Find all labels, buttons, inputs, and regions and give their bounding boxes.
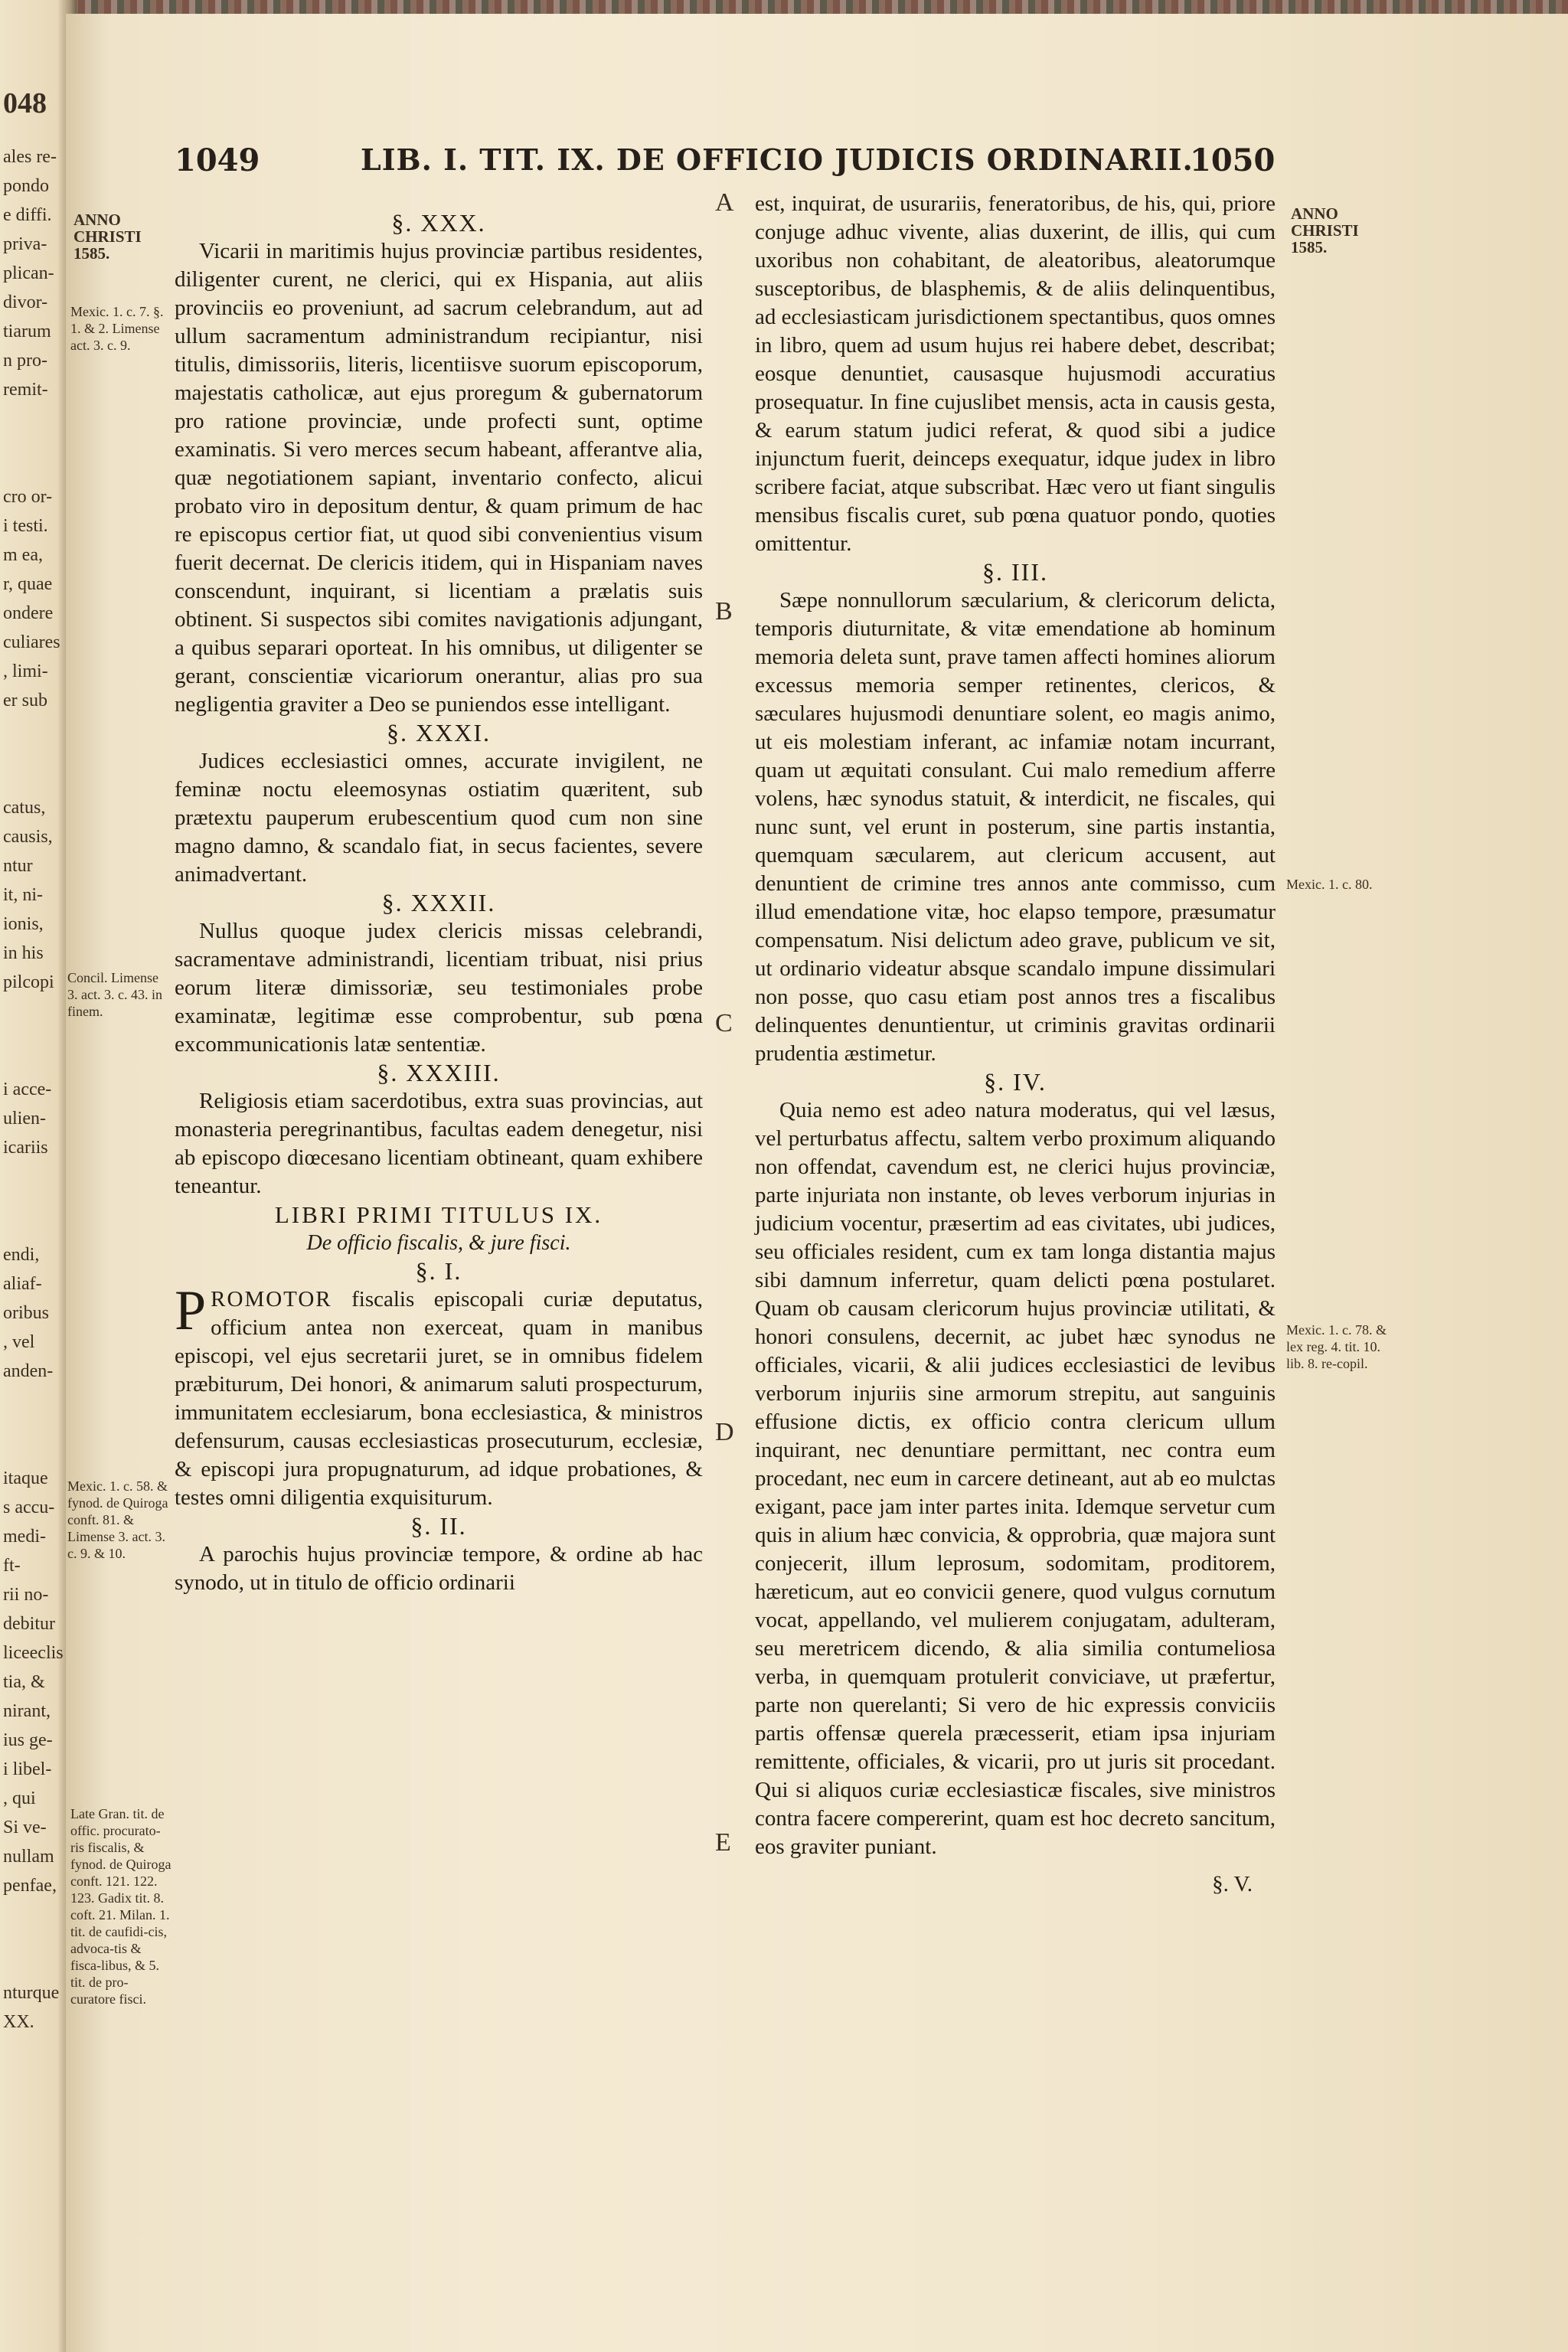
prev-page-fragment-line: endi,: [3, 1245, 40, 1265]
section-32-text: Nullus quoque judex clericis missas celebrandi, sacramentave administrandi, licentiam tribuat, nisi prius eorum literæ dimissoriæ, seu testimoniales probe examinatæ, legitimæ esse comprobentur, sub pœna excommunicationis latæ sententiæ.: [175, 919, 703, 1057]
prev-page-fragment-line: penfae,: [3, 1876, 57, 1896]
prev-page-fragment-line: tia, &: [3, 1672, 45, 1692]
prev-page-fragment-line: oribus: [3, 1303, 49, 1323]
prev-page-fragment-line: e diffi.: [3, 205, 52, 225]
margin-note-mexic-r1: Mexic. 1. c. 80.: [1286, 877, 1373, 892]
catchword-section-5: §. V.: [1212, 1872, 1253, 1896]
section-letter-b: B: [715, 597, 733, 626]
margin-anno-left: ANNO CHRISTI 1585.: [74, 211, 142, 263]
prev-page-fragment-line: i libel-: [3, 1759, 52, 1779]
section-1-heading: §. I.: [415, 1257, 462, 1285]
prev-page-fragment-line: n pro-: [3, 351, 47, 371]
document-page: [66, 14, 1568, 2352]
section-letter-a: A: [715, 188, 734, 217]
prev-page-fragment-line: it, ni-: [3, 885, 43, 905]
section-33-heading: §. XXXIII.: [377, 1059, 501, 1086]
right-page-number: 1050: [1190, 142, 1276, 178]
running-head: LIB. I. TIT. IX. DE OFFICIO JUDICIS ORDINARII.: [361, 142, 1194, 177]
prev-page-fragment-line: ius ge-: [3, 1730, 53, 1750]
section-letter-d: D: [715, 1418, 734, 1446]
left-column: [175, 209, 703, 1597]
section-30-heading: §. XXX.: [391, 209, 486, 237]
prev-page-fragment-line: , qui: [3, 1788, 36, 1808]
prev-page-fragment-line: nirant,: [3, 1701, 51, 1721]
prev-page-fragment-line: s accu-: [3, 1498, 55, 1517]
title-libri-primi: LIBRI PRIMI TITULUS IX.: [274, 1201, 603, 1228]
section-2-heading: §. II.: [410, 1512, 467, 1540]
prev-page-number: 048: [3, 87, 47, 119]
margin-note-mexic-r2: Mexic. 1. c. 78. & lex reg. 4. tit. 10. lib. 8. re-copil.: [1286, 1322, 1387, 1371]
prev-page-fragment-line: divor-: [3, 292, 48, 312]
prev-page-fragment-line: liceeclis: [3, 1643, 64, 1663]
prev-page-fragment-line: itaque: [3, 1468, 48, 1488]
prev-page-fragment-line: remit-: [3, 380, 48, 400]
prev-page-fragment-line: i acce-: [3, 1080, 52, 1099]
prev-page-fragment-line: i testi.: [3, 516, 48, 536]
section-1-lead: ROMOTOR: [211, 1287, 332, 1312]
prev-page-fragment-line: , limi-: [3, 662, 48, 681]
section-33-text: Religiosis etiam sacerdotibus, extra suas provincias, aut monasteria peregrinantibus, facultas eadem denegetur, nisi ab episcopo diœcesano licentiam obtineant, quam exhibere teneantur.: [175, 1089, 703, 1198]
section-2-text: A parochis hujus provinciæ tempore, & ordine ab hac synodo, ut in titulo de officio ordinarii: [175, 1542, 703, 1595]
prev-page-fragment-line: , vel: [3, 1332, 35, 1352]
prev-page-fragment-line: anden-: [3, 1361, 54, 1381]
section-4-text: Quia nemo est adeo natura moderatus, qui vel læsus, vel perturbatus affectu, saltem verbo proximum aliquando non offendat, cavendum est, ne clerici hujus provinciæ, parte injuriata non instante, ob leves verborum injurias in judicium vocentur, præsertim ad eas civitates, ubi judices, seu officiales resident, cum ex tam longa distantia majus sibi damnum inferretur, quam delicti pœna postularet. Quam ob causam clericorum hujus provinciæ utilitati, & honori consulens, decernit, ac jubet hæc synodus ne officiales, vicarii, & alii judices ecclesiastici de levibus verborum injuriis sine armorum strepitu, aut sanguinis effusione dictis, ex officio contra clericum ullum inquirant, nec denuntiare permittant, nec contra eum procedant, nec eum in carcere detineant, aut ab eo mulctas exigant, pace jam inter partes inita. Idemque servetur cum quis in alium hæc convicia, & opprobria, quæ majora sunt conjecerit, illum leprosum, sodomitam, proditorem, hæreticum, aut eo convicii genere, quod vulgus cornutum vocat, appellando, vel mulierem conjugatam, adulteram, seu meretricem dicendo, & alia similia contumeliosa verba, in quemquam protulerit conviciave, ut præfertur, parte non querelanti; Si vero de hic expressis conviciis partis offensæ querela præcesserit, etiam ipsa injuriam remittente, officiales, & vicarii, pro ut juris sit procedant. Qui si aliquos curiæ ecclesiasticæ fiscales, sive ministros contra facere compererint, quam est hoc decreto sancitum, eos graviter puniant.: [755, 1098, 1276, 1859]
previous-page-edge: [0, 0, 77, 2352]
prev-page-fragment-line: nturque: [3, 1983, 60, 2003]
prev-page-fragment-line: icariis: [3, 1138, 48, 1158]
right-column: [755, 190, 1276, 1899]
prev-page-fragment-line: pondo: [3, 176, 49, 196]
title-subtitle: De officio fiscalis, & jure fisci.: [306, 1231, 571, 1255]
prev-page-fragment-line: ft-: [3, 1556, 21, 1576]
prev-page-fragment-line: ntur: [3, 856, 33, 876]
prev-page-fragment-line: in his: [3, 943, 44, 963]
prev-page-fragment-line: nullam: [3, 1847, 54, 1867]
margin-note-mexic: Mexic. 1. c. 7. §. 1. & 2. Limense act. 3. c. 9.: [70, 304, 164, 353]
prev-page-fragment-line: culiares: [3, 632, 60, 652]
prev-page-fragment-line: causis,: [3, 827, 53, 847]
section-3-text: Sæpe nonnullorum sæcularium, & clericorum delicta, temporis diuturnitate, & vitæ emendatione ab hominum memoria deleta sunt, prave tamen affecti homines aliorum excessus memoria semper retinentes, clericos, & sæculares hujusmodi denuntiare solent, eo magis animo, ut eis molestiam inferant, ac infamiæ notam incurrant, quam ut æquitati consulant. Cui malo remedium afferre volens, hæc synodus statuit, & interdicit, ne fiscales, qui nunc sunt, vel erunt in posterum, sine partis instantia, quemquam sæcularem, aut clericum accusent, aut denuntient de crimine tres annos ante commisso, cum illud emendatione vitæ, hoc elapso tempore, præsumatur compensatum. Nisi delictum adeo grave, publicum ve sit, ut ordinario videatur absque scandalo impune dissimulari non posse, quo casu etiam post annos tres a fiscalibus delinquentes denuntientur, ut criminis gravitas ordinarii prudentia æstimetur.: [755, 588, 1276, 1066]
prev-page-fragment-line: er sub: [3, 691, 47, 710]
prev-page-fragment-line: Si ve-: [3, 1818, 47, 1838]
section-3-heading: §. III.: [982, 558, 1048, 586]
prev-page-fragment-line: r, quae: [3, 574, 53, 594]
left-page-number: 1049: [175, 142, 260, 178]
section-1-paragraph: [175, 1279, 703, 1512]
prev-page-fragment-line: m ea,: [3, 545, 43, 565]
prev-page-fragment-line: plican-: [3, 263, 54, 283]
section-31-heading: §. XXXI.: [387, 719, 491, 746]
section-4-heading: §. IV.: [984, 1068, 1047, 1096]
margin-note-concil: Concil. Limense 3. act. 3. c. 43. in finem.: [67, 970, 162, 1019]
section-1-text: fiscalis episcopali curiæ deputatus, officium antea non exerceat, quam in manibus episcopi, vel ejus secretarii juret, se in omnibus fidelem præbiturum, Dei honori, & animarum saluti prospecturum, immunitatem ecclesiarum, bona ecclesiastica, & ministros defensurum, causas ecclesiasticas prosecuturum, ecclesiæ, & episcopi jura propugnaturum, ad idque probationes, & testes omni diligentia exquisiturum.: [175, 1287, 703, 1510]
drop-cap: P: [175, 1279, 207, 1342]
prev-page-fragment-line: ondere: [3, 603, 54, 623]
section-letter-e: E: [715, 1828, 731, 1857]
prev-page-fragment-line: ionis,: [3, 914, 44, 934]
prev-page-fragment-line: aliaf-: [3, 1274, 42, 1294]
prev-page-fragment-line: pilcopi: [3, 972, 54, 992]
section-31-text: Judices ecclesiastici omnes, accurate invigilent, ne feminæ noctu eleemosynas ostiatim quæritent, sub prætextu pauperum erubescentium quod cum non sine magno damno, & scandalo fiat, in secus facientes, severe animadvertant.: [175, 749, 703, 887]
prev-page-fragment-line: priva-: [3, 234, 47, 254]
section-30-text: Vicarii in maritimis hujus provinciæ partibus residentes, diligenter curent, ne clerici, qui ex Hispania, aut aliis provinciis eo proveniunt, ad sacrum celebrandum, aut ad ullum sacramentum administrandum recipiantur, nisi titulis, dimissoriis, literis, licentiisve suorum episcoporum, majestatis catholicæ, aut ejus proregum & gubernatorum pro ratione provinciæ, unde profecti sunt, optime examinatis. Si vero merces secum habeant, afferantve alia, quæ negotiationem sapiant, inventario confecto, alicui probato viro in depositum dentur, & quam primum de hac re episcopus certior fiat, ut quod sibi convenientius visum fuerit decernat. De clericis itidem, qui in Hispaniam naves conscendunt, inquirant, si licentiam a prælatis suis obtinent. Si suspectos sibi comites navigationis adjungant, a quibus separari oporteat. In his omnibus, ut diligenter se gerant, conscientiæ vicariorum onerantur, alias pro sua negligentia graviter a Deo se puniendos esse intelligant.: [175, 239, 703, 717]
prev-page-fragment-line: ales re-: [3, 147, 57, 167]
prev-page-fragment-line: tiarum: [3, 322, 51, 341]
prev-page-fragment-line: rii no-: [3, 1585, 49, 1605]
prev-page-fragment-line: catus,: [3, 798, 46, 818]
margin-note-mexic2: Mexic. 1. c. 58. & fynod. de Quiroga conft. 81. & Limense 3. act. 3. c. 9. & 10.: [67, 1478, 168, 1561]
margin-anno-right: ANNO CHRISTI 1585.: [1291, 204, 1359, 256]
prev-page-fragment-line: XX.: [3, 2012, 34, 2032]
section-2-continued: est, inquirat, de usurariis, feneratoribus, de his, qui, priore conjuge adhuc vivente, alias duxerint, de illis, qui cum uxoribus non cohabitant, de aleatoribus, aleatorumque susceptoribus, de blasphemis, & de aliis delinquentibus, ad ecclesiasticam jurisdictionem spectantibus, quos omnes in libro, quem ad usum hujus rei habere debet, describat; eosque denuntiet, causasque hujusmodi accuratius prosequatur. In fine cujuslibet mensis, acta in causis gesta, & earum statum judici referat, & quod sibi a judice injunctum fuerit, deinceps exequatur, idque judex in libro scribere faciat, atque subscribat. Hæc vero ut fiant singulis mensibus fiscalis curet, sub pœna quatuor pondo, quoties omittentur.: [755, 191, 1276, 556]
section-32-heading: §. XXXII.: [381, 889, 496, 916]
prev-page-fragment-line: debitur: [3, 1614, 55, 1634]
prev-page-fragment-line: medi-: [3, 1527, 46, 1547]
section-letter-c: C: [715, 1009, 733, 1037]
margin-note-late: Late Gran. tit. de offic. procurato-ris fiscalis, & fynod. de Quiroga conft. 121. 122. 123. Gadix tit. 8. coft. 21. Milan. 1. tit. de caufidi-cis, advoca-tis & fisca-libus, & 5. tit. de pro-curatore fisci.: [70, 1806, 172, 2007]
prev-page-fragments: [3, 145, 72, 2040]
prev-page-fragment-line: cro or-: [3, 487, 53, 507]
prev-page-fragment-line: ulien-: [3, 1109, 46, 1129]
